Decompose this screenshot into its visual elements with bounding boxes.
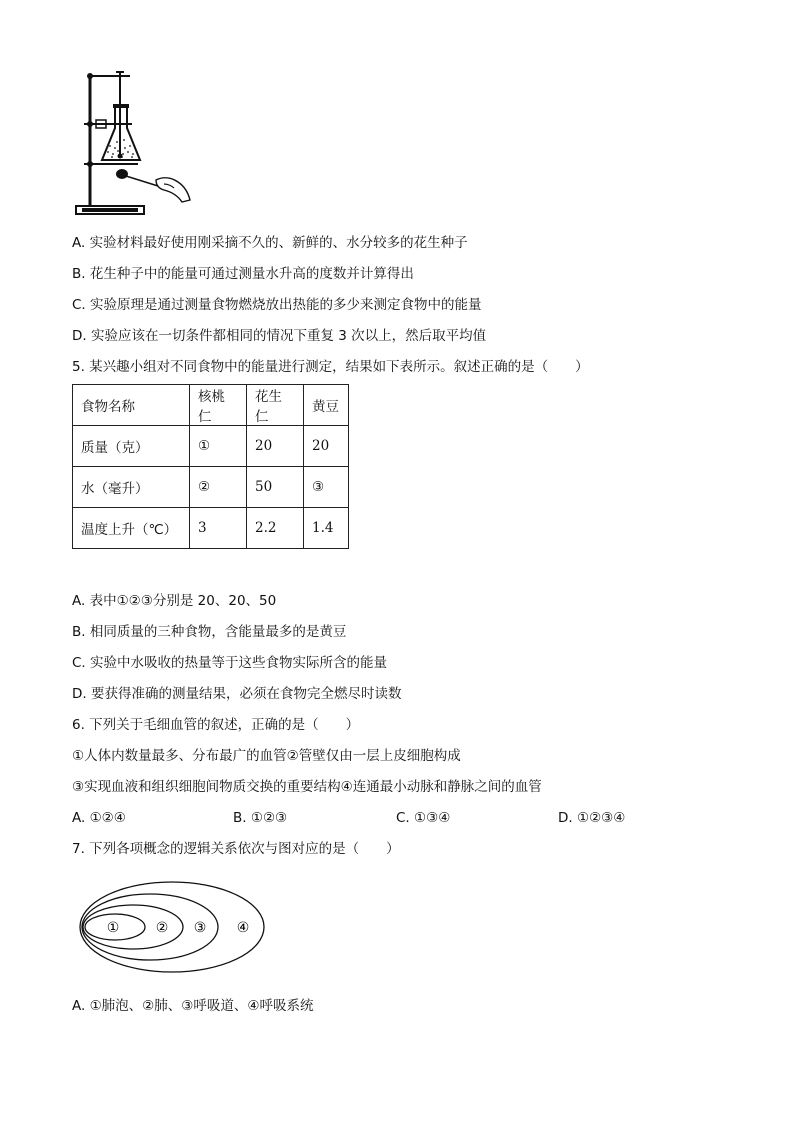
table-cell: 花生仁 bbox=[247, 385, 304, 426]
q5-option-c[interactable]: C. 实验中水吸收的热量等于这些食物实际所含的能量 bbox=[72, 655, 388, 671]
table-cell: 3 bbox=[190, 508, 247, 549]
q5-option-a[interactable]: A. 表中①②③分别是 20、20、50 bbox=[72, 593, 277, 609]
q6-stem: 6. 下列关于毛细血管的叙述，正确的是（ ） bbox=[72, 717, 360, 733]
table-cell: 2.2 bbox=[247, 508, 304, 549]
q5-stem: 5. 某兴趣小组对不同食物中的能量进行测定，结果如下表所示。叙述正确的是（ ） bbox=[72, 359, 589, 375]
q6-option-c[interactable]: C. ①③④ bbox=[396, 810, 451, 826]
table-row bbox=[73, 426, 349, 467]
q5-option-d[interactable]: D. 要获得准确的测量结果，必须在食物完全燃尽时读数 bbox=[72, 686, 402, 702]
table-row bbox=[73, 508, 349, 549]
q4-option-d[interactable]: D. 实验应该在一切条件都相同的情况下重复 3 次以上，然后取平均值 bbox=[72, 328, 487, 344]
nested-concept-diagram bbox=[78, 880, 272, 978]
q6-option-d[interactable]: D. ①②③④ bbox=[558, 810, 626, 826]
diagram-label-4: ④ bbox=[236, 920, 250, 936]
q7-option-a[interactable]: A. ①肺泡、②肺、③呼吸道、④呼吸系统 bbox=[72, 998, 314, 1014]
q6-option-b[interactable]: B. ①②③ bbox=[233, 810, 288, 826]
table-cell: 核桃仁 bbox=[190, 385, 247, 426]
q6-statements-line-1: ①人体内数量最多、分布最广的血管②管壁仅由一层上皮细胞构成 bbox=[72, 748, 461, 764]
q5-option-b[interactable]: B. 相同质量的三种食物，含能量最多的是黄豆 bbox=[72, 624, 347, 640]
table-cell: 20 bbox=[304, 426, 349, 467]
diagram-label-3: ③ bbox=[193, 920, 207, 936]
q7-stem: 7. 下列各项概念的逻辑关系依次与图对应的是（ ） bbox=[72, 841, 400, 857]
table-cell: 质量（克） bbox=[73, 426, 190, 467]
table-cell: 食物名称 bbox=[73, 385, 190, 426]
table-cell: 50 bbox=[247, 467, 304, 508]
table-cell: 黄豆 bbox=[304, 385, 349, 426]
q4-option-c[interactable]: C. 实验原理是通过测量食物燃烧放出热能的多少来测定食物中的能量 bbox=[72, 297, 482, 313]
q6-statements-line-2: ③实现血液和组织细胞间物质交换的重要结构④连通最小动脉和静脉之间的血管 bbox=[72, 779, 542, 795]
table-cell: 1.4 bbox=[304, 508, 349, 549]
table-row bbox=[73, 467, 349, 508]
q4-option-b[interactable]: B. 花生种子中的能量可通过测量水升高的度数并计算得出 bbox=[72, 266, 414, 282]
table-cell: 20 bbox=[247, 426, 304, 467]
table-cell: 温度上升（℃） bbox=[73, 508, 190, 549]
table-cell: ② bbox=[190, 467, 247, 508]
diagram-label-1: ① bbox=[106, 920, 120, 936]
burning-food-apparatus-figure bbox=[72, 68, 202, 220]
q4-option-a[interactable]: A. 实验材料最好使用刚采摘不久的、新鲜的、水分较多的花生种子 bbox=[72, 235, 468, 251]
q6-option-a[interactable]: A. ①②④ bbox=[72, 810, 126, 826]
food-energy-table bbox=[72, 384, 349, 549]
table-cell: ③ bbox=[304, 467, 349, 508]
table-cell: 水（毫升） bbox=[73, 467, 190, 508]
table-header-row bbox=[73, 385, 349, 426]
table-cell: ① bbox=[190, 426, 247, 467]
diagram-label-2: ② bbox=[155, 920, 169, 936]
